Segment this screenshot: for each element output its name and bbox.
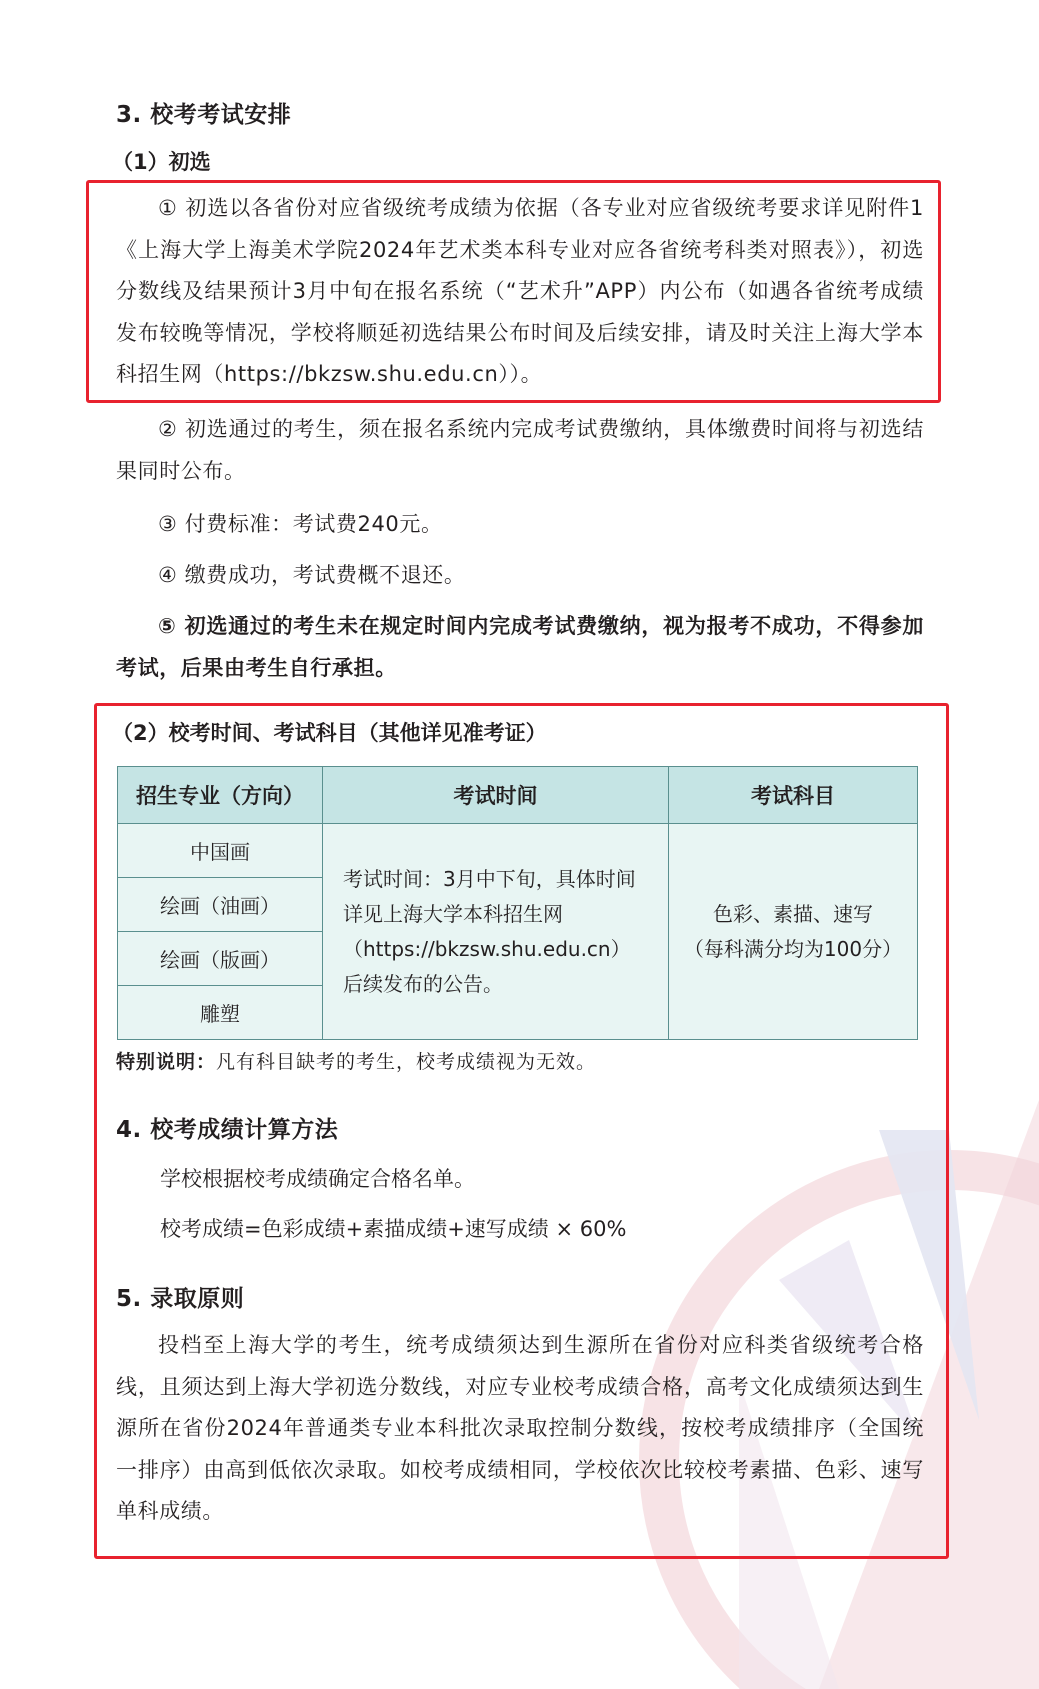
item-2: ② 初选通过的考生，须在报名系统内完成考试费缴纳，具体缴费时间将与初选结果同时公布。 <box>116 417 924 483</box>
section5-title: 5. 录取原则 <box>116 1286 245 1312</box>
section5-text: 投档至上海大学的考生，统考成绩须达到生源所在省份对应科类省级统考合格线，且须达到上海大学初选分数线，对应专业校考成绩合格，高考文化成绩须达到生源所在省份2024年普通类专业本科批次录取控制分数线，按校考成绩排序（全国统一排序）由高到低依次录取。如校考成绩相同，学校依次比较校考素描、色彩、速写单科成绩。 <box>116 1333 924 1523</box>
section4-formula: 校考成绩=色彩成绩+素描成绩+速写成绩 × 60% <box>160 1217 627 1241</box>
header-time: 考试时间 <box>323 767 669 824</box>
header-major: 招生专业（方向） <box>118 767 323 824</box>
item-3: ③ 付费标准：考试费240元。 <box>158 512 443 536</box>
subjects-score-line: （每科满分均为100分） <box>683 936 903 961</box>
item-4: ④ 缴费成功，考试费概不退还。 <box>158 563 466 587</box>
note-text: 凡有科目缺考的考生，校考成绩视为无效。 <box>216 1051 597 1073</box>
major-cell: 绘画（油画） <box>118 878 323 932</box>
item-5: ⑤ 初选通过的考生未在规定时间内完成考试费缴纳，视为报考不成功，不得参加考试，后果由考生自行承担。 <box>116 614 924 680</box>
exam-time-cell: 考试时间：3月中下旬，具体时间详见上海大学本科招生网（https://bkzsw.shu.edu.cn）后续发布的公告。 <box>323 824 669 1040</box>
major-cell: 中国画 <box>118 824 323 878</box>
sub1-title: （1）初选 <box>112 150 211 174</box>
header-subject: 考试科目 <box>669 767 918 824</box>
section4-line1: 学校根据校考成绩确定合格名单。 <box>160 1167 475 1191</box>
major-cell: 绘画（版画） <box>118 932 323 986</box>
section4-title: 4. 校考成绩计算方法 <box>116 1117 339 1143</box>
subjects-line: 色彩、素描、速写 <box>713 901 873 926</box>
item-1: ① 初选以各省份对应省级统考成绩为依据（各专业对应省级统考要求详见附件1《上海大学上海美术学院2024年艺术类本科专业对应各省统考科类对照表》），初选分数线及结果预计3月中旬在报名系统（“艺术升”APP）内公布（如遇各省统考成绩发布较晚等情况，学校将顺延初选结果公布时间及后续安排，请及时关注上海大学本科招生网（https://bkzsw.shu.edu.cn））。 <box>116 196 924 386</box>
note-label: 特别说明： <box>116 1051 217 1073</box>
sub2-title: （2）校考时间、考试科目（其他详见准考证） <box>112 721 547 745</box>
highlight-box-1 <box>86 180 941 403</box>
section3-title: 3. 校考考试安排 <box>116 102 292 128</box>
highlight-box-2 <box>94 703 949 1559</box>
major-cell: 雕塑 <box>118 986 323 1040</box>
